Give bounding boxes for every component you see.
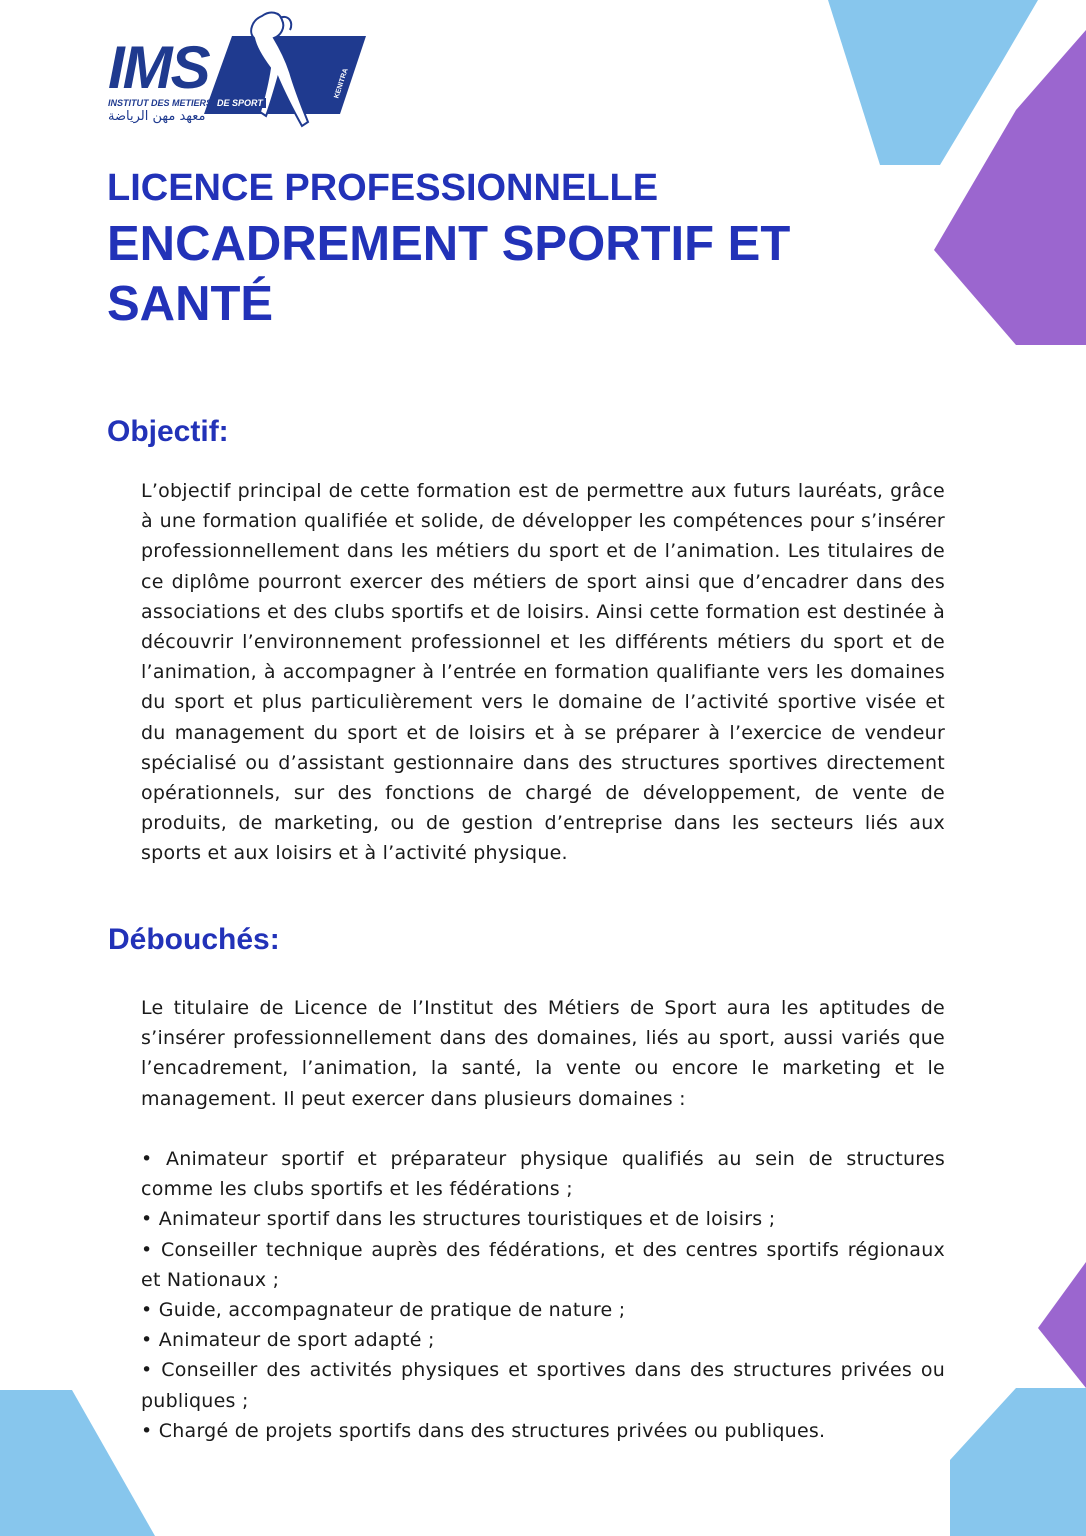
logo-arabic-name: معهد مهن الرياضة <box>108 109 206 124</box>
list-item: • Animateur sportif et préparateur physique qualifiés au sein de structures comme les clubs sportifs et les fédérations ; <box>141 1144 945 1204</box>
list-item: • Guide, accompagnateur de pratique de nature ; <box>141 1295 945 1325</box>
logo-wordmark: IMS <box>108 34 209 101</box>
objectif-heading: Objectif: <box>107 415 229 448</box>
debouches-list <box>141 1144 945 1446</box>
hexagon-bottom-purple <box>1038 1262 1086 1388</box>
debouches-intro: Le titulaire de Licence de l’Institut des Métiers de Sport aura les aptitudes de s’insérer professionnellement dans des domaines, liés au sport, aussi variés que l’encadrement, l’animation, la santé, la vente ou encore le marketing et le management. Il peut exercer dans plusieurs domaines : <box>141 997 945 1110</box>
objectif-paragraph: L’objectif principal de cette formation est de permettre aux futurs lauréats, grâce à une formation qualifiée et solide, de développer les compétences pour s’insérer professionnellement dans les métiers du sport et de l’animation. Les titulaires de ce diplôme pourront exercer des métiers de sport ainsi que d’encadrer dans des associations et des clubs sportifs et de loisirs. Ainsi cette formation est destinée à découvrir l’environnement professionnel et les différents métiers du sport et de l’animation, à accompagner à l’entrée en formation qualifiante vers les domaines du sport et plus particulièrement vers le domaine de l’activité sportive visée et du management du sport et de loisirs et à se préparer à l’exercice de vendeur spécialisé ou d’assistant gestionnaire dans des structures sportives directement opérationnels, sur des fonctions de chargé de développement, de vente de produits, de marketing, ou de gestion d’entreprise dans les secteurs liés aux sports et aux loisirs et à l’activité physique. <box>141 480 945 865</box>
list-item: • Animateur de sport adapté ; <box>141 1325 945 1355</box>
hexagon-bottom-left-light-blue <box>0 1390 155 1536</box>
page-title-line1: LICENCE PROFESSIONNELLE <box>107 167 659 209</box>
list-item: • Conseiller des activités physiques et sportives dans des structures privées ou publiques ; <box>141 1355 945 1415</box>
logo-city: KENITRA <box>333 67 350 100</box>
logo-subtitle-left: INSTITUT DES METIERS <box>108 98 213 108</box>
page-title-line2: ENCADREMENT SPORTIF ET SANTÉ <box>107 217 791 331</box>
logo-subtitle-right: DE SPORT <box>214 98 266 108</box>
list-item: • Chargé de projets sportifs dans des structures privées ou publiques. <box>141 1416 945 1446</box>
ims-logo <box>104 8 369 130</box>
list-item: • Conseiller technique auprès des fédérations, et des centres sportifs régionaux et Nationaux ; <box>141 1235 945 1295</box>
hexagon-bottom-right-light-blue <box>950 1388 1086 1536</box>
debouches-heading: Débouchés: <box>108 923 280 956</box>
list-item: • Animateur sportif dans les structures touristiques et de loisirs ; <box>141 1204 945 1234</box>
